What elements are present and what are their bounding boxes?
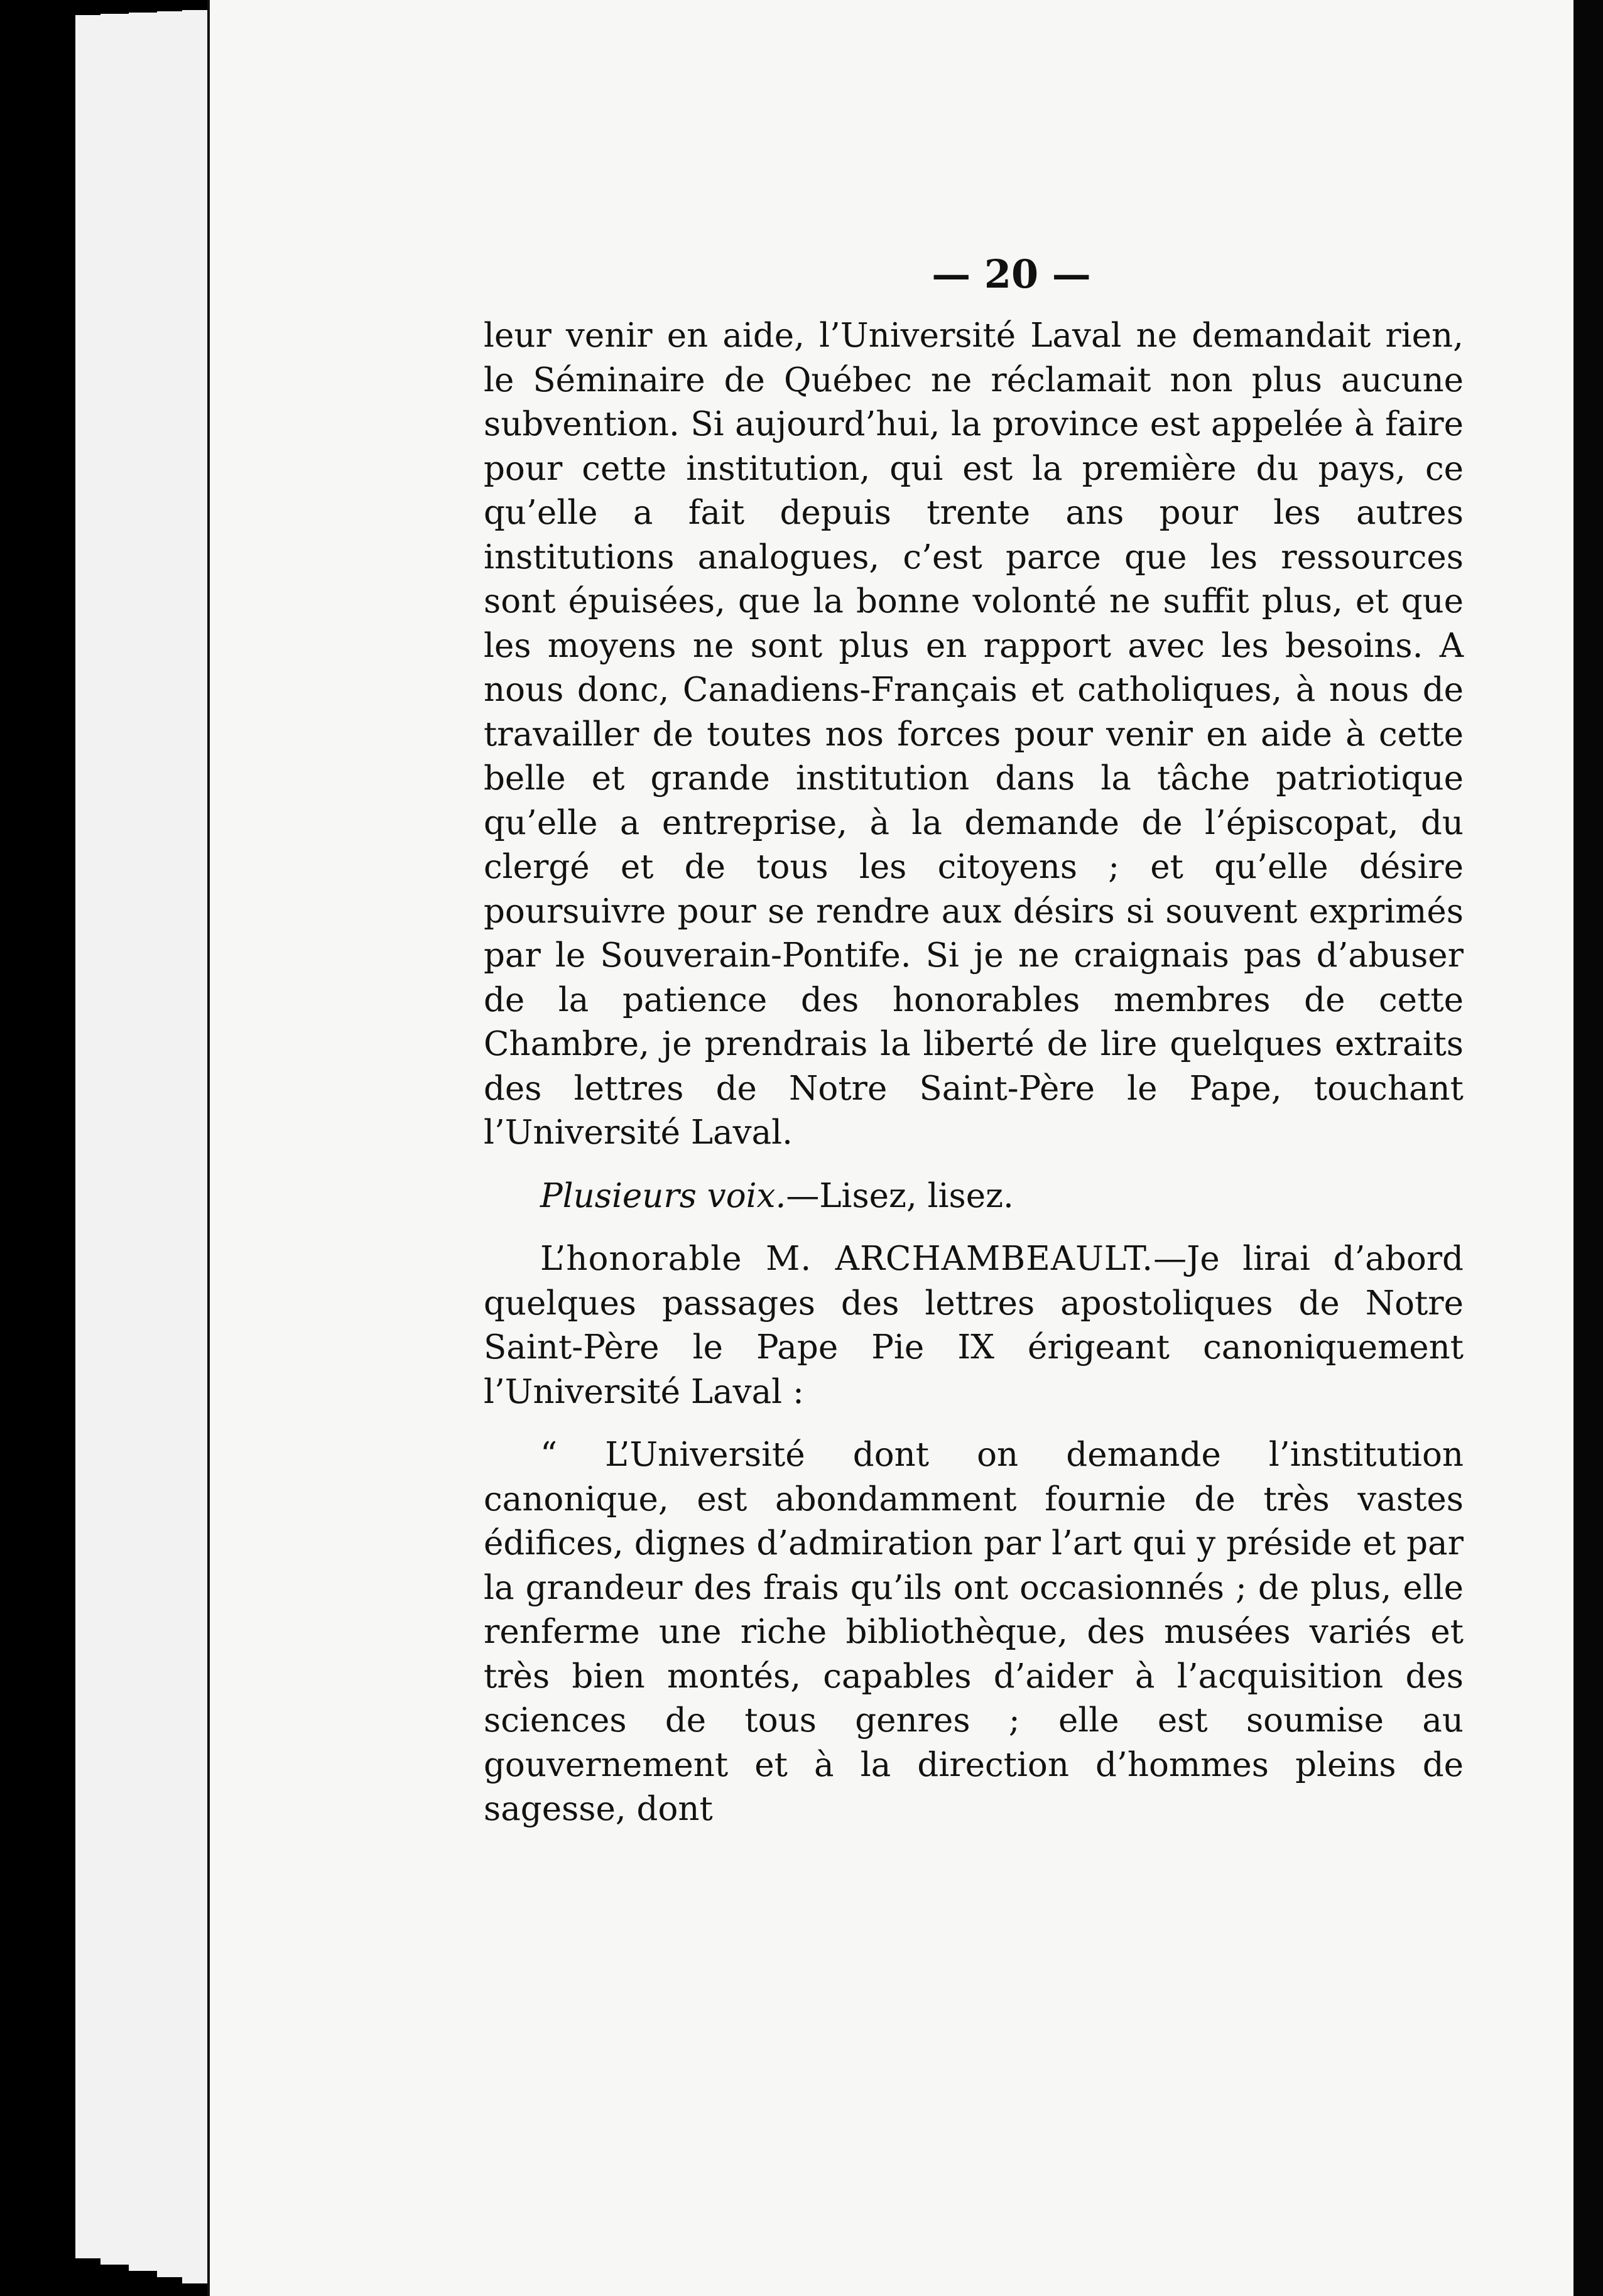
body-text — [484, 314, 1464, 1832]
speaker-label: Plusieurs voix. — [540, 1176, 786, 1215]
speaker-label: L’honorable M. ARCHAMBEAULT. — [540, 1240, 1154, 1278]
scan-border — [1573, 0, 1603, 2296]
page-number: — 20 — — [932, 251, 1091, 297]
paragraph-quotation: “ L’Université dont on demande l’institution canonique, est abondamment fournie de très vastes édifices, dignes d’admiration par l’art qui y préside et par la grandeur des frais qu’ils ont occasionnés ; de plus, elle renferme une riche bibliothèque, des musées variés et très bien montés, capables d’aider à l’acquisition des sciences de tous genres ; elle est soumise au gouvernement et à la direction d’hommes pleins de sagesse, dont — [484, 1436, 1464, 1828]
paragraph-archambeault — [484, 1237, 1464, 1414]
paragraph-continuation: leur venir en aide, l’Université Laval ne demandait rien, le Séminaire de Québec ne réclamait non plus aucune subvention. Si aujourd’hui, la province est appelée à faire pour cette institution, qui est la première du pays, ce qu’elle a fait depuis trente ans pour les autres institutions analogues, c’est parce que les ressources sont épuisées, que la bonne volonté ne suffit plus, et que les moyens ne sont plus en rapport avec les besoins. A nous donc, Canadiens-Français et catholiques, à nous de travailler de toutes nos forces pour venir en aide à cette belle et grande institution dans la tâche patriotique qu’elle a entreprise, à la demande de l’épiscopat, du clergé et de tous les citoyens ; et qu’elle désire poursuivre pour se rendre aux désirs si souvent exprimés par le Souverain-Pontife. Si je ne craignais pas d’abuser de la patience des honorables membres de cette Chambre, je prendrais la liberté de lire quelques extraits des lettres de Notre Saint-Père le Pape, touchant l’Université Laval. — [484, 317, 1464, 1152]
speech-text: —Je lirai d’abord quelques passages des lettres apostoliques de Notre Saint-Père le Pape Pie IX érigeant canoniquement l’Université Laval : — [484, 1240, 1464, 1411]
paragraph-voices — [484, 1174, 1464, 1219]
speech-text: —Lisez, lisez. — [786, 1176, 1014, 1215]
